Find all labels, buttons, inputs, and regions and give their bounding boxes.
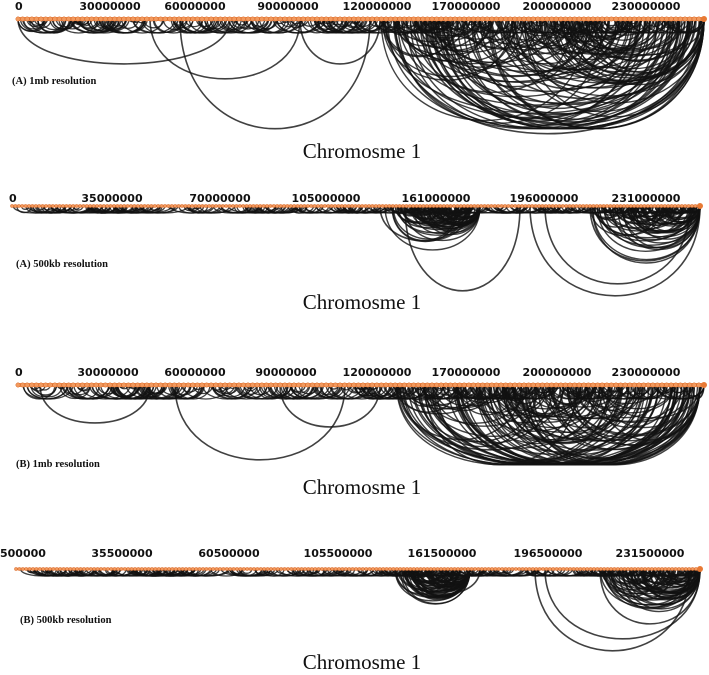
tick-5: 170000000 [431,0,501,13]
tick-4: 161000000 [401,192,471,205]
chromosome-title: Chromosme 1 [302,475,422,499]
tick-3: 105000000 [291,192,361,205]
tick-3: 90000000 [257,0,319,13]
tick-5: 196500000 [513,547,583,560]
tick-3: 105500000 [303,547,373,560]
panel-b-1mb [0,364,709,504]
tick-1: 30000000 [77,366,139,379]
tick-2: 60500000 [198,547,260,560]
tick-4: 120000000 [342,0,412,13]
tick-2: 60000000 [164,366,226,379]
chromosome-title: Chromosme 1 [302,650,422,674]
tick-6: 200000000 [522,366,592,379]
arc-diagram-a-1mb [0,0,709,150]
tick-1: 35500000 [91,547,153,560]
chromosome-title: Chromosme 1 [302,139,422,163]
resolution-label: (A) 1mb resolution [12,76,97,87]
tick-1: 35000000 [81,192,143,205]
panel-a-500kb [0,190,709,320]
tick-0: 0 [15,0,23,13]
tick-7: 230000000 [611,0,681,13]
tick-0: 500000 [0,547,46,560]
arc-diagram-a-500kb [0,190,709,300]
tick-7: 230000000 [611,366,681,379]
panel-b-500kb [0,545,709,674]
resolution-label: (A) 500kb resolution [16,259,108,270]
tick-0: 0 [15,366,23,379]
resolution-label: (B) 500kb resolution [20,615,112,626]
tick-4: 161500000 [407,547,477,560]
tick-5: 196000000 [509,192,579,205]
tick-3: 90000000 [255,366,317,379]
arc-diagram-b-500kb [0,545,709,655]
tick-6: 231500000 [615,547,685,560]
tick-4: 120000000 [342,366,412,379]
tick-6: 231000000 [611,192,681,205]
resolution-label: (B) 1mb resolution [16,459,100,470]
tick-2: 60000000 [164,0,226,13]
tick-2: 70000000 [189,192,251,205]
arc-diagram-b-1mb [0,364,709,474]
tick-1: 30000000 [79,0,141,13]
tick-0: 0 [9,192,17,205]
chromosome-title: Chromosme 1 [302,290,422,314]
panel-a-1mb [0,0,709,170]
tick-6: 200000000 [522,0,592,13]
tick-5: 170000000 [431,366,501,379]
